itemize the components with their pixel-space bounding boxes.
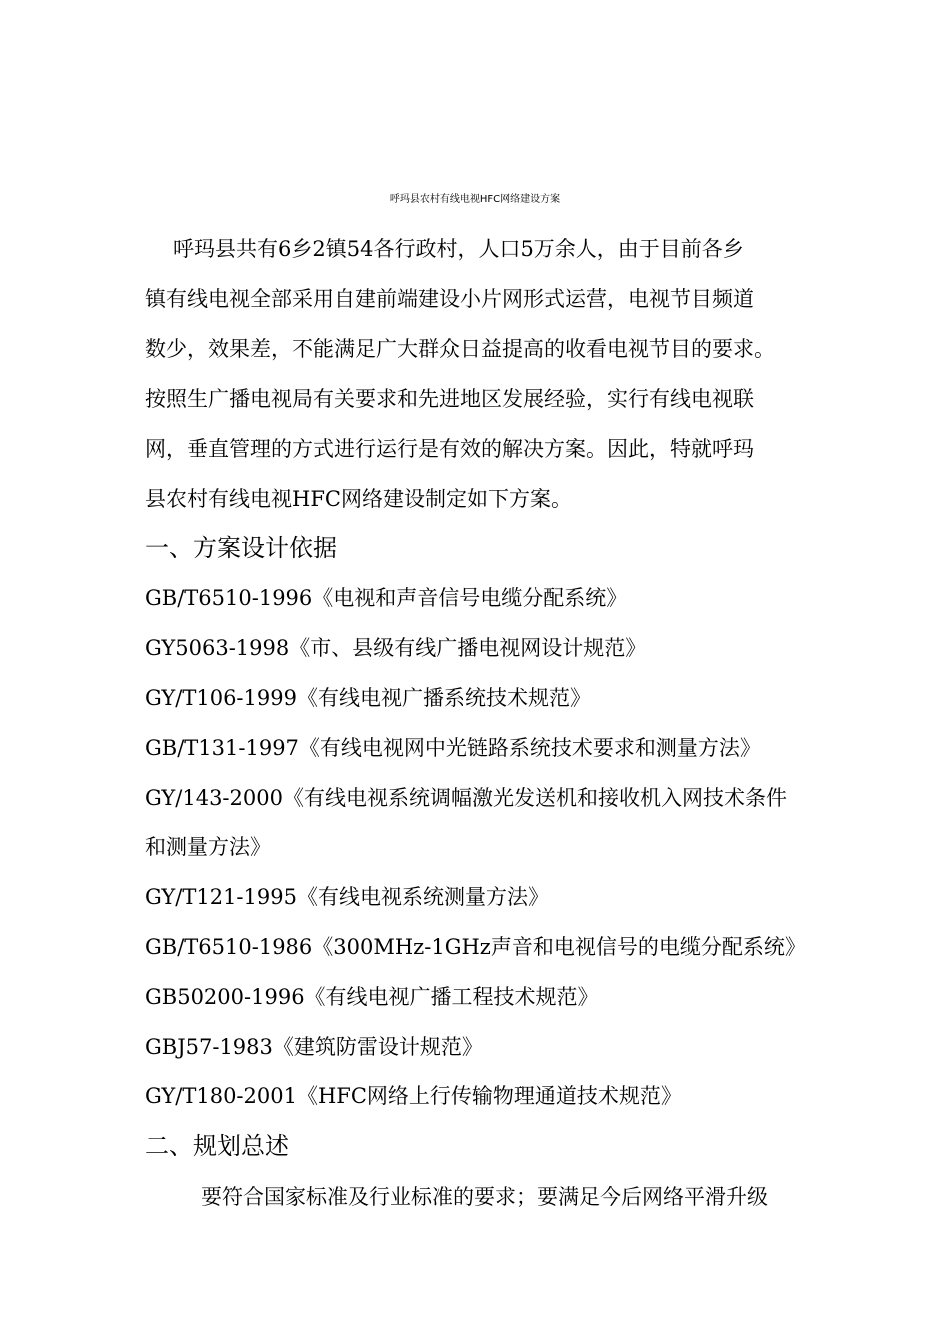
intro-line: 县农村有线电视HFC网络建设制定如下方案。	[145, 487, 572, 511]
standard-item: GB/T6510-1996《电视和声音信号电缆分配系统》	[145, 586, 628, 610]
intro-line: 按照生广播电视局有关要求和先进地区发展经验，实行有线电视联	[145, 387, 754, 411]
standard-item: GY5063-1998《市、县级有线广播电视网设计规范》	[145, 636, 647, 660]
intro-line: 数少，效果差，不能满足广大群众日益提高的收看电视节目的要求。	[145, 337, 775, 361]
standard-item: GB/T131-1997《有线电视网中光链路系统技术要求和测量方法》	[145, 736, 761, 760]
standard-item: GB50200-1996《有线电视广播工程技术规范》	[145, 985, 599, 1009]
standard-item: GBJ57-1983《建筑防雷设计规范》	[145, 1035, 483, 1059]
section-heading-basis: 一、方案设计依据	[145, 534, 337, 562]
intro-line: 网，垂直管理的方式进行运行是有效的解决方案。因此，特就呼玛	[145, 437, 754, 461]
document-title: 呼玛县农村有线电视HFC网络建设方案	[389, 194, 561, 205]
section-heading-overview: 二、规划总述	[145, 1132, 289, 1160]
standard-item: GB/T6510-1986《300MHz-1GHz声音和电视信号的电缆分配系统》	[145, 935, 806, 959]
standard-item: GY/143-2000《有线电视系统调幅激光发送机和接收机入网技术条件	[145, 786, 787, 810]
intro-line: 镇有线电视全部采用自建前端建设小片网形式运营，电视节目频道	[145, 287, 754, 311]
standard-item: GY/T106-1999《有线电视广播系统技术规范》	[145, 686, 591, 710]
intro-line: 呼玛县共有6乡2镇54各行政村，人口5万余人，由于目前各乡	[173, 237, 744, 261]
standard-item-continuation: 和测量方法》	[145, 835, 271, 859]
overview-line: 要符合国家标准及行业标准的要求；要满足今后网络平滑升级	[201, 1185, 768, 1209]
standard-item: GY/T121-1995《有线电视系统测量方法》	[145, 885, 549, 909]
standard-item: GY/T180-2001《HFC网络上行传输物理通道技术规范》	[145, 1084, 682, 1108]
